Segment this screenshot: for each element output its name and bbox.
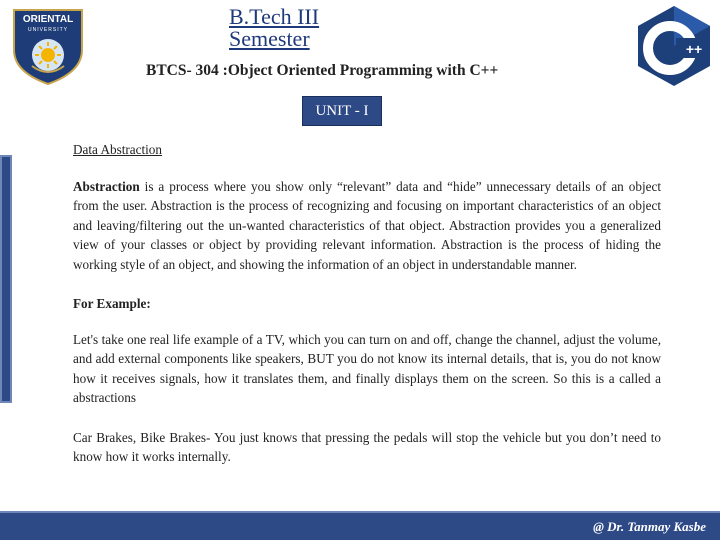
course-subtitle: BTCS- 304 :Object Oriented Programming with C++	[146, 62, 499, 79]
cpp-logo-icon	[632, 4, 716, 88]
abstraction-paragraph	[73, 177, 661, 275]
tv-example-paragraph: Let's take one real life example of a TV, which you can turn on and off, change the channel, adjust the volume, and add external components like speakers, BUT you do not know its internal details, that is, you do not know how it receives signals, how it translates them, and finally displays them on the screen. So this is a called a abstractions	[73, 331, 661, 405]
example-heading: For Example:	[73, 296, 151, 311]
brakes-example-paragraph: Car Brakes, Bike Brakes- You just knows that pressing the pedals will stop the vehicle but you don’t need to know how it works internally.	[73, 429, 661, 464]
abstraction-term: Abstraction	[73, 178, 140, 194]
author-credit: @ Dr. Tanmay Kasbe	[593, 519, 706, 534]
side-accent-bar	[0, 155, 12, 403]
logo-wordmark: ORIENTAL	[22, 14, 74, 25]
page-title: B.Tech III Semester	[229, 4, 320, 51]
content-body	[73, 140, 661, 467]
svg-text:++: ++	[685, 41, 703, 57]
abstraction-definition: is a process where you show only “relevant” data and “hide” unnecessary details of an object from the user. Abstraction is the process of recognizing and focusing on important characteristics of an object and leaving/filtering out the un-wanted characteristics of that object. Abstraction provides you a generalized view of your classes or object by providing relevant information. Abstraction is the process of hiding the working style of an object, and showing the information of an object in understandable manner.	[73, 178, 661, 272]
unit-badge: UNIT - I	[302, 96, 382, 126]
oriental-university-logo	[8, 6, 88, 86]
section-heading: Data Abstraction	[73, 142, 162, 157]
footer-bar	[0, 511, 720, 540]
logo-subtext: UNIVERSITY	[27, 27, 69, 33]
